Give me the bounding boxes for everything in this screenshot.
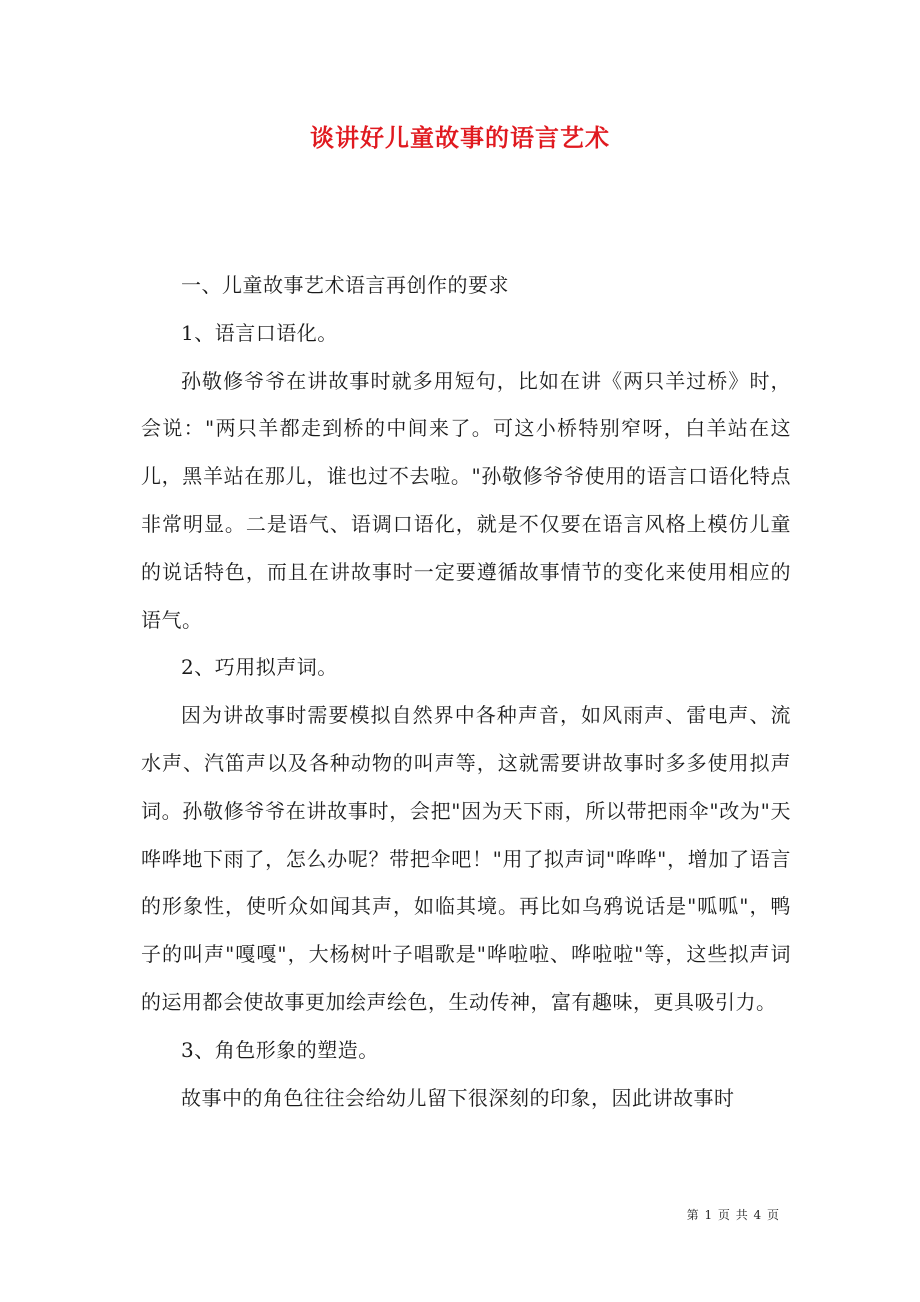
subsection-heading: 3、角色形象的塑造。	[181, 1037, 379, 1062]
subsection-heading: 1、语言口语化。	[181, 320, 338, 345]
document-body	[141, 262, 791, 1122]
page-number: 第 1 页 共 4 页	[686, 1208, 780, 1222]
document-title: 谈讲好儿童故事的语言艺术	[310, 123, 610, 152]
body-paragraph: 故事中的角色往往会给幼儿留下很深刻的印象，因此讲故事时	[181, 1085, 735, 1110]
body-paragraph: 孙敬修爷爷在讲故事时就多用短句，比如在讲《两只羊过桥》时，会说："两只羊都走到桥的中间来了。可这小桥特别窄呀，白羊站在这儿，黑羊站在那儿，谁也过不去啦。"孙敬修爷爷使用的语言口语化特点非常明显。二是语气、语调口语化，就是不仅要在语言风格上模仿儿童的说话特色，而且在讲故事时一定要遵循故事情节的变化来使用相应的语气。	[141, 368, 791, 632]
section-heading: 一、儿童故事艺术语言再创作的要求	[181, 273, 509, 297]
body-paragraph: 因为讲故事时需要模拟自然界中各种声音，如风雨声、雷电声、流水声、汽笛声以及各种动物的叫声等，这就需要讲故事时多多使用拟声词。孙敬修爷爷在讲故事时，会把"因为天下雨，所以带把雨伞"改为"天哗哗地下雨了，怎么办呢？带把伞吧！"用了拟声词"哗哗"，增加了语言的形象性，使听众如闻其声，如临其境。再比如乌鸦说话是"呱呱"，鸭子的叫声"嘎嘎"，大杨树叶子唱歌是"哗啦啦、哗啦啦"等，这些拟声词的运用都会使故事更加绘声绘色，生动传神，富有趣味，更具吸引力。	[141, 703, 791, 1014]
subsection-heading: 2、巧用拟声词。	[181, 655, 338, 680]
